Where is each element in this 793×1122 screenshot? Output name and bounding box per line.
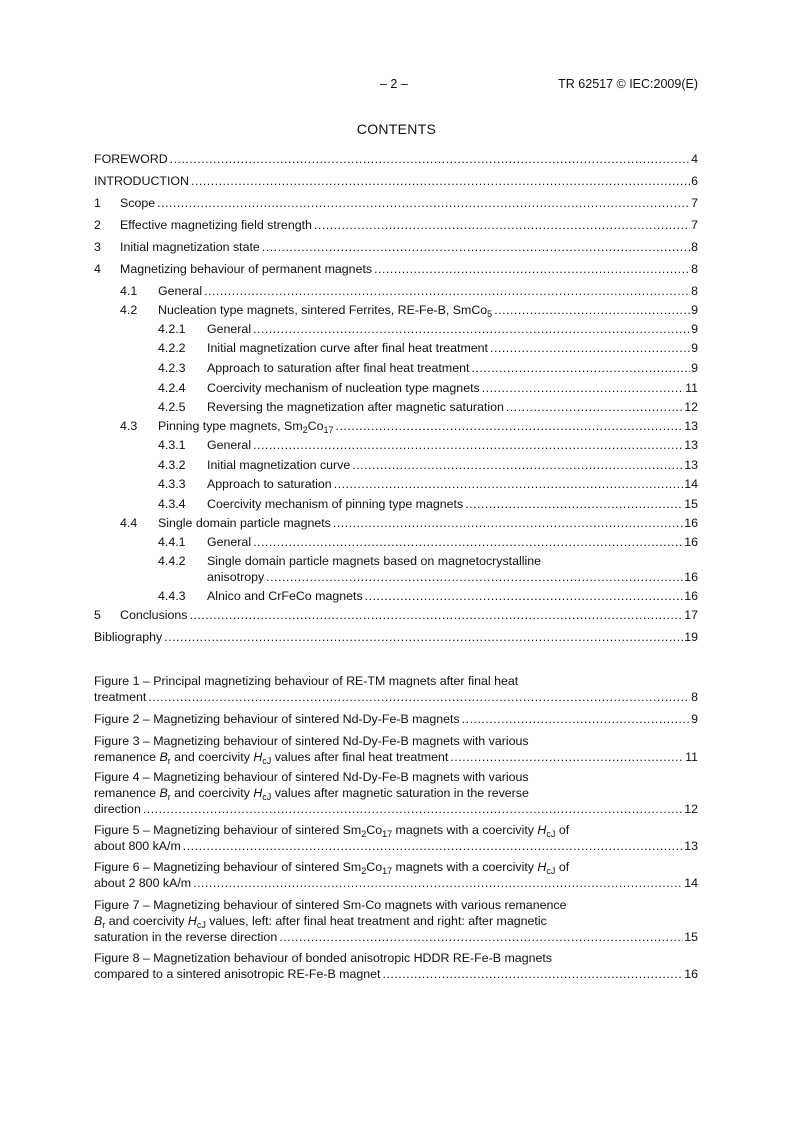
figure-8-line2[interactable]: compared to a sintered anisotropic RE-Fe-B magnet ..... 16 bbox=[94, 966, 698, 982]
figure-6-line2[interactable]: about 2 800 kA/m ..... 14 bbox=[94, 875, 698, 891]
toc-entry-4-2-4[interactable]: 4.2.4 Coercivity mechanism of nucleation type magnets ..... 11 bbox=[94, 380, 698, 396]
toc-entry-foreword[interactable]: FOREWORD ..... 4 bbox=[94, 151, 698, 167]
toc-entry-4[interactable]: 4 Magnetizing behaviour of permanent magnets ..... 8 bbox=[94, 261, 698, 277]
toc-entry-4-4-2-line1[interactable]: 4.4.2 Single domain particle magnets based on magnetocrystalline bbox=[158, 554, 542, 568]
figure-3-line2[interactable]: remanence $B_r$ and coercivity $H_{cJ}$ values after final heat treatment ..... 11 bbox=[94, 749, 698, 765]
toc-entry-4-2[interactable]: 4.2 Nucleation type magnets, sintered Ferrites, RE-Fe-B, SmCo$_5$ ..... 9 bbox=[94, 302, 698, 318]
toc-entry-bibliography[interactable]: Bibliography ..... 19 bbox=[94, 629, 698, 645]
toc-entry-4-4-1[interactable]: 4.4.1 General ..... 16 bbox=[94, 534, 698, 550]
figure-7-line2[interactable]: $B_r$ and coercivity $H_{cJ}$ values, left: after final heat treatment and right: after magnetic bbox=[94, 914, 547, 930]
figure-8-line1[interactable]: Figure 8 – Magnetization behaviour of bonded anisotropic HDDR RE-Fe-B magnets bbox=[94, 951, 552, 965]
figure-7-line1[interactable]: Figure 7 – Magnetizing behaviour of sintered Sm-Co magnets with various remanence bbox=[94, 898, 567, 912]
figure-5-line1[interactable]: Figure 5 – Magnetizing behaviour of sintered $Sm_2Co_{17}$ magnets with a coercivity $H_{cJ}$ of bbox=[94, 823, 570, 839]
toc-entry-4-4[interactable]: 4.4 Single domain particle magnets ..... 16 bbox=[94, 515, 698, 531]
page-header bbox=[0, 77, 793, 95]
figure-7-line3[interactable]: saturation in the reverse direction ..... 15 bbox=[94, 929, 698, 945]
figure-4-line3[interactable]: direction ..... 12 bbox=[94, 801, 698, 817]
toc-entry-1-scope[interactable]: 1 Scope ..... 7 bbox=[94, 195, 698, 211]
page-number: – 2 – bbox=[380, 77, 408, 91]
figure-4-line1[interactable]: Figure 4 – Magnetizing behaviour of sintered Nd-Dy-Fe-B magnets with various bbox=[94, 770, 529, 784]
toc-entry-4-2-2[interactable]: 4.2.2 Initial magnetization curve after final heat treatment ..... 9 bbox=[94, 340, 698, 356]
figure-6-line1[interactable]: Figure 6 – Magnetizing behaviour of sintered $Sm_2Co_{17}$ magnets with a coercivity $H_{cJ}$ of bbox=[94, 860, 570, 876]
document-id: TR 62517 © IEC:2009(E) bbox=[558, 77, 698, 91]
toc-entry-4-3-2[interactable]: 4.3.2 Initial magnetization curve ..... 13 bbox=[94, 457, 698, 473]
toc-entry-4-3-4[interactable]: 4.3.4 Coercivity mechanism of pinning type magnets ..... 15 bbox=[94, 496, 698, 512]
toc-entry-4-2-3[interactable]: 4.2.3 Approach to saturation after final heat treatment ..... 9 bbox=[94, 360, 698, 376]
figure-2[interactable]: Figure 2 – Magnetizing behaviour of sintered Nd-Dy-Fe-B magnets ..... 9 bbox=[94, 711, 698, 727]
toc-entry-4-2-5[interactable]: 4.2.5 Reversing the magnetization after magnetic saturation ..... 12 bbox=[94, 399, 698, 415]
page-title: CONTENTS bbox=[356, 121, 437, 137]
figure-4-line2[interactable]: remanence $B_r$ and coercivity $H_{cJ}$ values after magnetic saturation in the reverse bbox=[94, 786, 529, 802]
figure-1-line2[interactable]: treatment ..... 8 bbox=[94, 689, 698, 705]
toc-entry-2[interactable]: 2 Effective magnetizing field strength ..... 7 bbox=[94, 217, 698, 233]
figure-3-line1[interactable]: Figure 3 – Magnetizing behaviour of sintered Nd-Dy-Fe-B magnets with various bbox=[94, 734, 529, 748]
toc-entry-4-3-1[interactable]: 4.3.1 General ..... 13 bbox=[94, 437, 698, 453]
toc-entry-4-2-1[interactable]: 4.2.1 General ..... 9 bbox=[94, 321, 698, 337]
figure-5-line2[interactable]: about 800 kA/m ..... 13 bbox=[94, 838, 698, 854]
toc-entry-4-4-2-line2[interactable]: anisotropy ..... 16 bbox=[94, 569, 698, 585]
toc-entry-5[interactable]: 5 Conclusions ..... 17 bbox=[94, 607, 698, 623]
toc-entry-4-3-3[interactable]: 4.3.3 Approach to saturation ..... 14 bbox=[94, 476, 698, 492]
toc-entry-4-4-3[interactable]: 4.4.3 Alnico and CrFeCo magnets ..... 16 bbox=[94, 588, 698, 604]
figure-1-line1[interactable]: Figure 1 – Principal magnetizing behaviour of RE-TM magnets after final heat bbox=[94, 674, 519, 688]
toc-entry-4-1[interactable]: 4.1 General ..... 8 bbox=[94, 283, 698, 299]
toc-entry-introduction[interactable]: INTRODUCTION ..... 6 bbox=[94, 173, 698, 189]
toc-entry-3[interactable]: 3 Initial magnetization state ..... 8 bbox=[94, 239, 698, 255]
toc-entry-4-3[interactable]: 4.3 Pinning type magnets, $Sm_2Co_{17}$ ..... 13 bbox=[94, 418, 698, 434]
